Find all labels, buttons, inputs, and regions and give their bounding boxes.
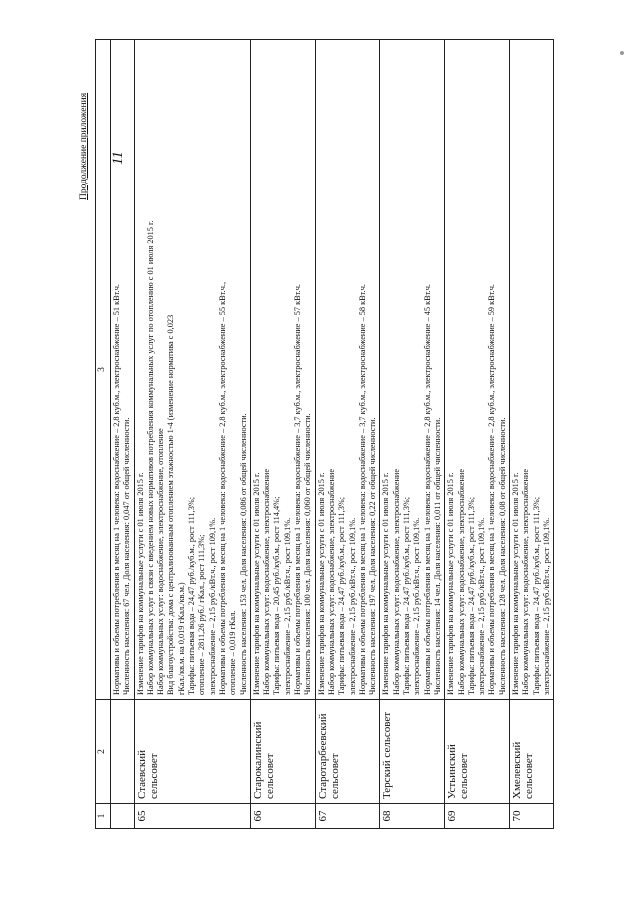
row-number: 66	[250, 804, 315, 829]
description-line: Набор коммунальных услуг: водоснабжение, электроснабжение	[521, 468, 531, 695]
table-row	[509, 40, 553, 829]
table-row	[250, 40, 315, 829]
description-line: Тарифы: питьевая вода – 24,47 руб./куб.м., рост 111,3%;	[402, 496, 412, 695]
council-name: Старотарбеевский сельсовет	[315, 700, 380, 804]
description-line: гКал./кв.м. на 0,019 гКал./кв.м.)	[176, 582, 186, 695]
description-line: Тарифы: питьевая вода – 24,47 руб./куб.м., рост 111,3%;	[187, 496, 197, 695]
tariff-description	[445, 40, 510, 700]
row-number: 70	[509, 804, 553, 829]
description-line: Изменение тарифов на коммунальные услуги с 01 июля 2015 г.	[510, 472, 520, 695]
table-row	[134, 40, 250, 829]
table-row	[111, 40, 135, 829]
tariff-description	[250, 40, 315, 700]
row-number: 68	[380, 804, 445, 829]
description-line: Изменение тарифов на коммунальные услуги с 01 июля 2015 г.	[446, 472, 456, 695]
description-line: Тарифы: питьевая вода – 24,47 руб./куб.м., рост 111,3%;	[531, 496, 541, 695]
description-line: электроснабжение – 2,15 руб./кВт.ч., рост 109,1%.	[282, 517, 292, 695]
tariff-description	[315, 40, 380, 700]
council-name	[111, 700, 135, 804]
description-line: отопление – 2811,26 руб./ гКал., рост 111,3%;	[197, 534, 207, 695]
continuation-header: Продолжение приложения	[79, 92, 89, 200]
description-line: Нормативы и объемы потребления в месяц на 1 человека: водоснабжение – 3,7 куб.м., электроснабжение – 57 кВт.ч.	[293, 283, 303, 695]
description-line: Вид благоустройства: дома с централизованным отоплением этажностью 1-4 (изменение норматива с 0,023	[166, 314, 176, 695]
description-line: электроснабжение – 2,15 руб./кВт.ч., рост 109,1%.	[477, 517, 487, 695]
council-name: Старокалинский сельсовет	[250, 700, 315, 804]
description-line: отопление – 0,019 гКал.	[228, 610, 238, 695]
description-line: Набор коммунальных услуг: водоснабжение, электроснабжение	[456, 468, 466, 695]
tariff-description	[509, 40, 553, 700]
description-line: электроснабжение – 2,15 руб./кВт.ч., рост 109,1%.	[412, 517, 422, 695]
description-line: электроснабжение – 2,15 руб./кВт.ч., рост 109,1%.	[541, 517, 551, 695]
description-line: Набор коммунальных услуг: водоснабжение, электроснабжение	[326, 468, 336, 695]
row-number: 65	[134, 804, 250, 829]
column-number: 2	[96, 700, 111, 804]
description-line: Нормативы и объемы потребления в месяц на 1 человека: водоснабжение – 2,8 куб.м., электроснабжение – 45 кВт.ч.	[422, 283, 432, 695]
row-number: 69	[445, 804, 510, 829]
appendix-table	[95, 39, 554, 829]
description-line: Тарифы: питьевая вода – 20,45 руб./куб.м., рост 114,4%;	[272, 496, 282, 695]
table-row	[315, 40, 380, 829]
description-line: Изменение тарифов на коммунальные услуги с 01 июля 2015 г.	[135, 472, 145, 695]
table-row	[380, 40, 445, 829]
description-line: Нормативы и объемы потребления в месяц на 1 человека: водоснабжение – 2,8 куб.м., электроснабжение – 59 кВт.ч.	[487, 283, 497, 695]
description-line: Нормативы и объемы потребления в месяц на 1 человека: водоснабжение – 2,8 куб.м., электроснабжение – 51 кВт.ч.	[112, 283, 121, 695]
description-line: Набор коммунальных услуг: водоснабжение, электроснабжение, отопление	[156, 428, 166, 695]
description-line: Численность населения: 14 чел. Доля населения: 0,011 от общей численности.	[432, 417, 442, 695]
council-name: Стаевский сельсовет	[134, 700, 250, 804]
tariff-description	[111, 40, 135, 700]
description-line: Тарифы: питьевая вода – 24,47 руб./куб.м., рост 111,3%;	[466, 496, 476, 695]
description-line: Численность населения: 100 чел. Доля населения: 0,060 от общей численности.	[303, 413, 313, 695]
table-row	[445, 40, 510, 829]
column-number: 3	[96, 40, 111, 700]
tariff-description	[134, 40, 250, 700]
description-line: Численность населения: 197 чел. Доля населения: 0,22 от общей численности.	[368, 417, 378, 695]
scan-speck	[620, 51, 624, 55]
description-line: электроснабжение – 2,15 руб./кВт.ч., рост 109,1%.	[347, 517, 357, 695]
column-number: 1	[96, 804, 111, 829]
description-line: Нормативы и объемы потребления в месяц на 1 человека: водоснабжение – 3,7 куб.м., электроснабжение – 58 кВт.ч.	[357, 283, 367, 695]
description-line: Тарифы: питьевая вода – 24,47 руб./куб.м., рост 111,3%;	[337, 496, 347, 695]
row-number: 67	[315, 804, 380, 829]
description-line: Численность населения: 67 чел. Доля населения: 0,047 от общей численности.	[122, 417, 132, 695]
tariff-description	[380, 40, 445, 700]
column-number-row	[96, 40, 111, 829]
council-name: Хмелевский сельсовет	[509, 700, 553, 804]
council-name: Терский сельсовет	[380, 700, 445, 804]
description-line: Численность населения: 128 чел. Доля населения: 0,08 от общей численности.	[497, 417, 507, 695]
description-line: электроснабжение – 2,15 руб./кВт.ч., рост 109,1%.	[207, 517, 217, 695]
row-number	[111, 804, 135, 829]
council-name: Устьинский сельсовет	[445, 700, 510, 804]
description-line: Набор коммунальных услуг: водоснабжение, электроснабжение	[262, 468, 272, 695]
description-line: Численность населения: 153 чел. Доля населения: 0,086 от общей численности.	[238, 413, 248, 695]
description-line: Набор коммунальных услуг: водоснабжение, электроснабжение	[391, 468, 401, 695]
description-line: Нормативы и объемы потребления в месяц на 1 человека: водоснабжение – 2,8 куб.м., электроснабжение – 55 кВт.ч.,	[217, 281, 227, 695]
description-line: Изменение тарифов на коммунальные услуги с 01 июля 2015 г.	[316, 472, 326, 695]
description-line: Изменение тарифов на коммунальные услуги с 01 июля 2015 г.	[381, 472, 391, 695]
description-line: Набор коммунальных услуг в связи с введением новых нормативов потребления коммунальных услуг по отоплению с 01 июля 2015 г.	[145, 220, 155, 695]
description-line: Изменение тарифов на коммунальные услуги с 01 июля 2015 г.	[251, 472, 261, 695]
page-number: 11	[110, 151, 126, 165]
